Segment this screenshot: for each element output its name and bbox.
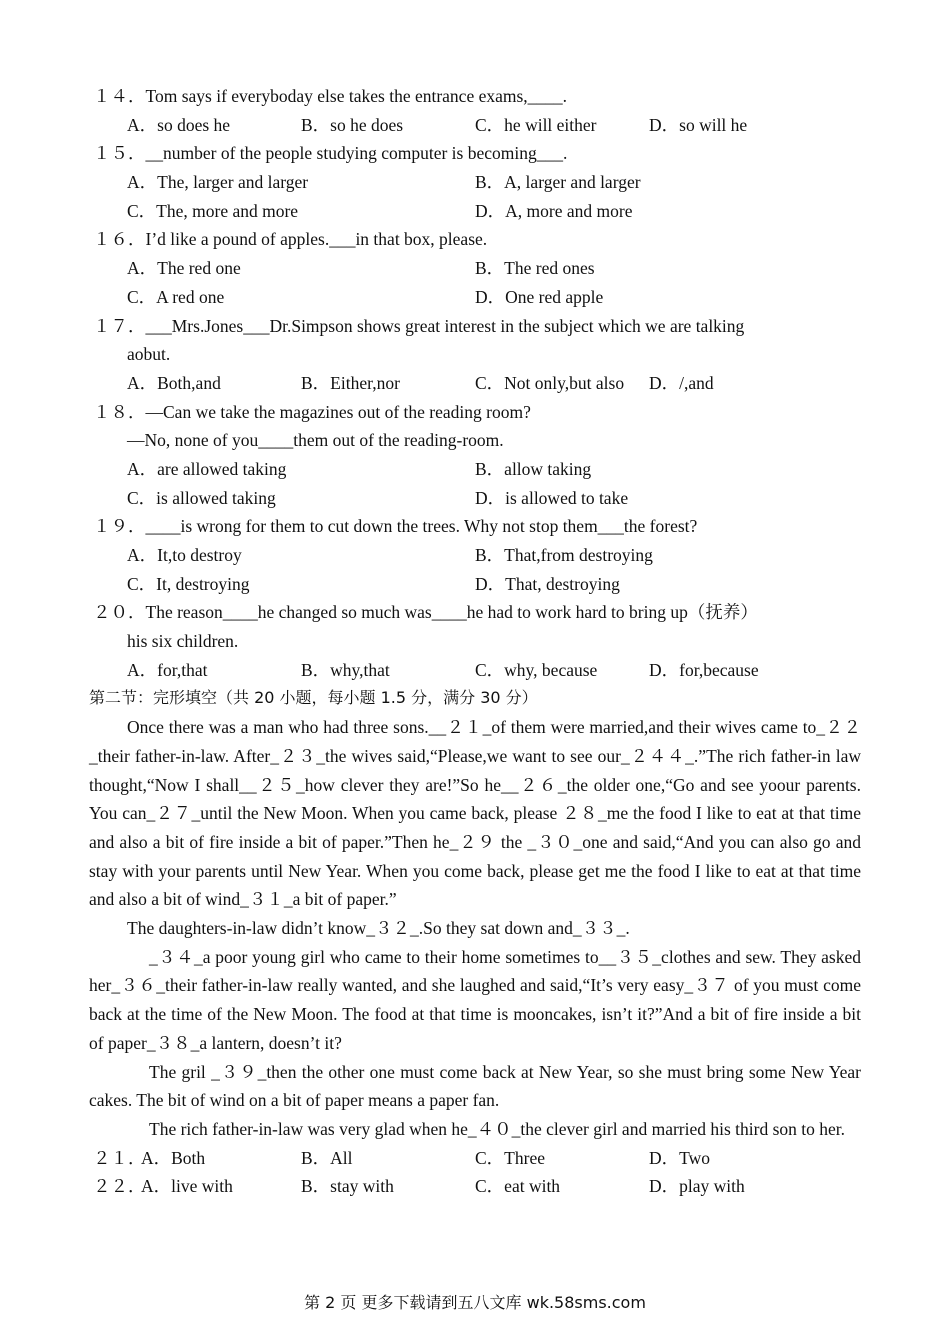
question-stem: １７．___Mrs.Jones___Dr.Simpson shows great interest in the subject which we are talking — [93, 315, 745, 336]
question-options — [89, 168, 861, 197]
question-19 — [89, 512, 861, 541]
passage-paragraph: The gril _３９_then the other one must come back at New Year, so she must bring some New Year cakes. The bit of wind on a bit of paper means a paper fan. — [89, 1061, 861, 1111]
passage-paragraph: Once there was a man who had three sons.__２１_of them were married,and their wives came to_２２_their father-in-law. After_２３_the wives said,“Please,we want to see our_２４４_.”The rich father-in law thought,“Now I shall__２５_how clever they are!”So he__２６_the older one,“Go and see yoour parents. You can_２７_until the New Moon. When you came back, please ２８_me the food I like to eat at that time and also a bit of fire inside a bit of paper.”Then he_２９ the _３０_one and said,“And you can also go and stay with your parents until New Year. When you come back, please get me the food I like to eat at that time and also a bit of wind_３１_a bit of paper.” — [89, 717, 861, 910]
question-15 — [89, 139, 861, 168]
option-a: A．for,that — [127, 659, 208, 680]
question-16 — [89, 225, 861, 254]
option-b: B．That,from destroying — [475, 545, 653, 565]
option-b: B．A, larger and larger — [475, 172, 641, 193]
question-options — [89, 369, 861, 398]
section-heading-row — [89, 684, 861, 713]
question-stem: １５．__number of the people studying computer is becoming___. — [93, 143, 568, 164]
option-d: D．play with — [649, 1176, 745, 1197]
option-c: C．It, destroying — [127, 573, 250, 594]
option-d: D．/,and — [649, 372, 714, 393]
question-options — [89, 455, 861, 484]
passage-paragraph: The rich father-in-law was very glad when he_４０_the clever girl and married his third son to her. — [149, 1118, 846, 1139]
question-stem: １６．I’d like a pound of apples.___in that box, please. — [93, 229, 488, 250]
question-options — [89, 484, 861, 513]
question-stem: １９．____is wrong for them to cut down the trees. Why not stop them___the forest? — [93, 516, 698, 537]
option-a: A．Both — [141, 1147, 206, 1168]
section-heading: 第二节：完形填空（共 20 小题，每小题 1.5 分，满分 30 分） — [89, 688, 538, 708]
page-body — [89, 82, 861, 1201]
question-stem: １４．Tom says if everyboday else takes the entrance exams,____. — [93, 86, 568, 106]
option-a: A．It,to destroy — [127, 545, 242, 565]
option-a: A．live with — [141, 1176, 233, 1197]
question-stem-continuation: aobut. — [127, 344, 171, 365]
option-d: D．for,because — [649, 659, 759, 680]
question-options — [89, 254, 861, 283]
option-c: C．Not only,but also — [475, 372, 625, 393]
option-d: D．One red apple — [475, 286, 604, 307]
option-c: C．eat with — [475, 1176, 561, 1197]
option-a: A．are allowed taking — [127, 458, 287, 479]
question-stem-continued — [89, 340, 861, 369]
question-14 — [89, 82, 861, 111]
option-d: D．is allowed to take — [475, 487, 629, 508]
option-b: B．stay with — [301, 1176, 394, 1197]
question-stem: １８．—Can we take the magazines out of the reading room? — [93, 401, 531, 422]
question-options — [89, 570, 861, 599]
option-c: C．why, because — [475, 659, 598, 680]
answer-number: ２１． — [93, 1147, 146, 1168]
question-options — [89, 111, 861, 140]
option-c: C．is allowed taking — [127, 487, 276, 508]
question-17 — [89, 312, 861, 341]
answer-row-22 — [89, 1172, 861, 1201]
option-c: C．Three — [475, 1147, 545, 1168]
option-d: D．A, more and more — [475, 200, 633, 221]
option-c: C．A red one — [127, 286, 225, 307]
option-d: D．so will he — [649, 114, 748, 135]
option-b: B．so he does — [301, 114, 404, 135]
option-a: A．Both,and — [127, 372, 221, 393]
question-options — [89, 197, 861, 226]
question-18 — [89, 398, 861, 427]
option-b: B．why,that — [301, 659, 390, 680]
option-c: C．The, more and more — [127, 200, 299, 221]
question-options — [89, 541, 861, 570]
option-d: D．Two — [649, 1147, 710, 1168]
question-stem-continuation: his six children. — [127, 631, 239, 652]
question-stem-continued — [89, 426, 861, 455]
option-a: A．The red one — [127, 258, 241, 279]
question-stem: ２０．The reason____he changed so much was____he had to work hard to bring up（抚养） — [93, 602, 758, 623]
question-stem-continued — [89, 627, 861, 656]
option-a: A．so does he — [127, 114, 231, 135]
option-b: B．Either,nor — [301, 372, 400, 393]
question-20 — [89, 598, 861, 627]
option-c: C．he will either — [475, 114, 597, 135]
passage-paragraph: _３４_a poor young girl who came to their home sometimes to__３５_clothes and sew. They asked her_３６_their father-in-law really wanted, and she laughed and said,“It’s very easy_３７ of you must come back at the time of the New Moon. The food at that time is mooncakes, isn’t it?”And a bit of fire inside a bit of paper_３８_a lantern, doesn’t it? — [89, 946, 861, 1053]
passage-paragraph: The daughters-in-law didn’t know_３２_.So they sat down and_３３_. — [127, 918, 630, 939]
question-options — [89, 656, 861, 685]
answer-row-21 — [89, 1144, 861, 1173]
page-footer: 第 2 页 更多下载请到五八文库 wk.58sms.com — [304, 1293, 646, 1312]
answer-number: ２２． — [93, 1176, 146, 1197]
question-stem-continuation: —No, none of you____them out of the reading-room. — [127, 430, 504, 451]
question-options — [89, 283, 861, 312]
option-a: A．The, larger and larger — [127, 172, 309, 193]
option-b: B．The red ones — [475, 258, 595, 279]
option-b: B．All — [301, 1147, 353, 1168]
option-d: D．That, destroying — [475, 573, 620, 594]
option-b: B．allow taking — [475, 458, 592, 479]
